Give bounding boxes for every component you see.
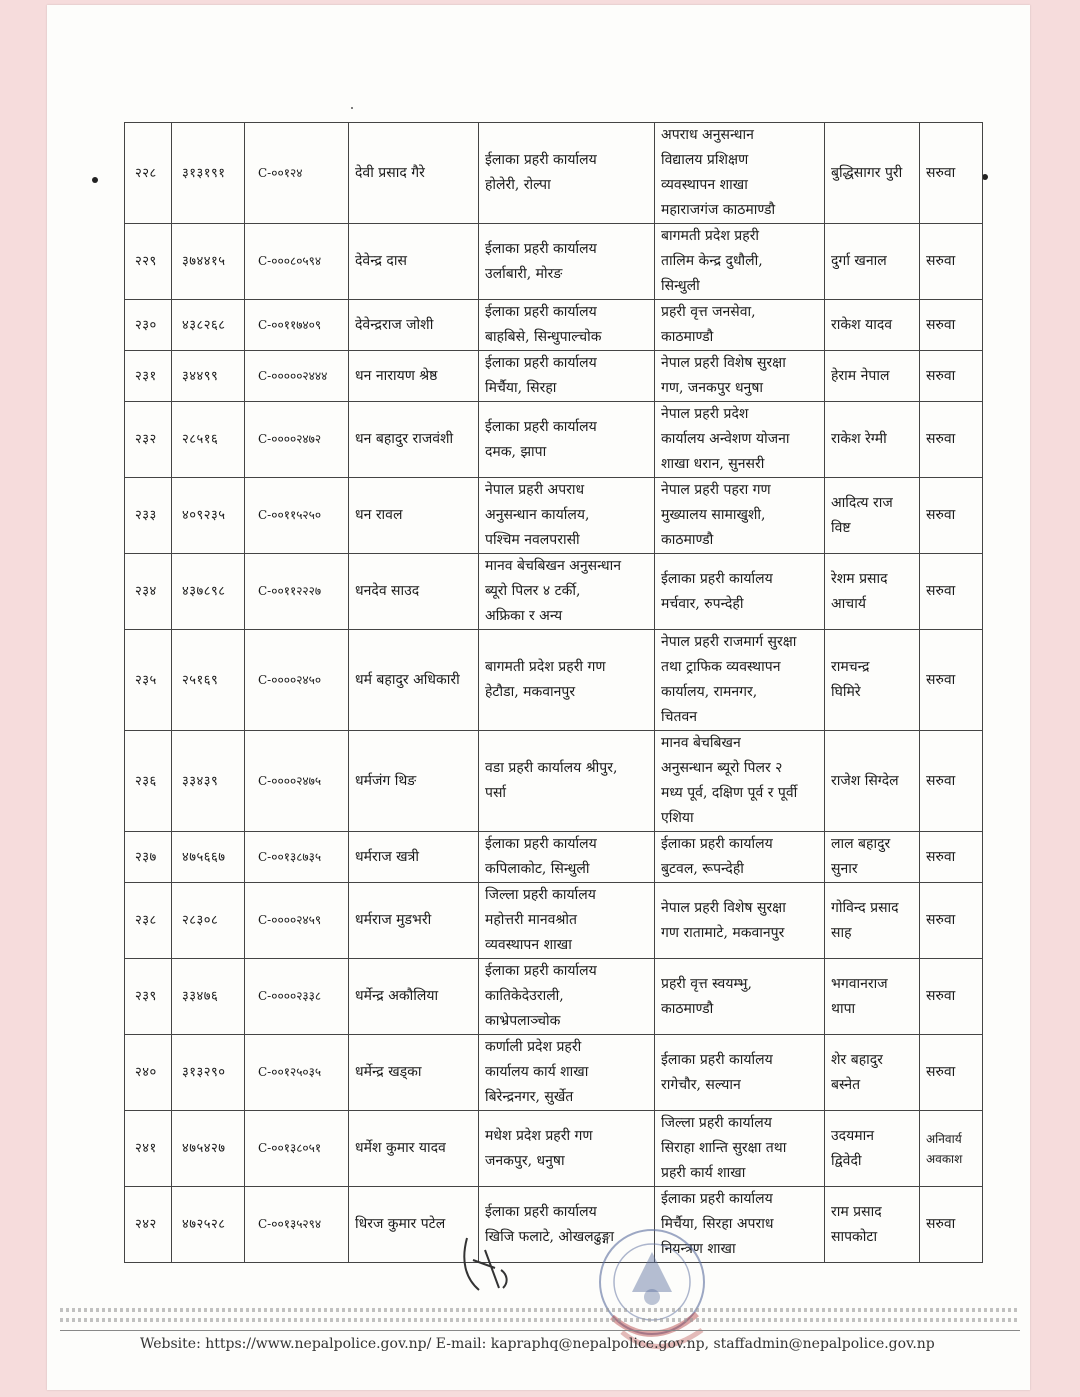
signature-mark	[455, 1230, 525, 1300]
code-number-cell: C-००१३८०५१	[245, 1111, 349, 1187]
new-office-cell	[655, 351, 825, 402]
new-office-line: प्रहरी कार्य शाखा	[661, 1165, 746, 1181]
new-office-line: सिराहा शान्ति सुरक्षा तथा	[661, 1140, 787, 1156]
current-office-cell	[479, 123, 655, 224]
new-office-line: शाखा धरान, सुनसरी	[661, 456, 765, 472]
current-office-line: ईलाका प्रहरी कार्यालय	[485, 304, 597, 320]
new-office-line: प्रहरी वृत्त जनसेवा,	[661, 304, 756, 320]
status-cell: सरुवा	[920, 1035, 983, 1111]
new-office-cell	[655, 731, 825, 832]
current-office-line: वडा प्रहरी कार्यालय श्रीपुर,	[485, 760, 618, 776]
new-office-cell	[655, 224, 825, 300]
officer-line: घिमिरे	[831, 684, 861, 700]
code-number-cell: C-००००२४५०	[245, 630, 349, 731]
code-number-cell: C-००११२२२७	[245, 554, 349, 630]
officer-line: विष्ट	[831, 519, 851, 536]
current-office-cell	[479, 630, 655, 731]
officer-line: थापा	[831, 1000, 856, 1017]
officer-cell	[825, 1035, 920, 1111]
new-office-line: तालिम केन्द्र दुधौली,	[661, 253, 763, 269]
officer-cell	[825, 959, 920, 1035]
current-office-line: पर्सा	[485, 785, 507, 801]
current-office-cell	[479, 351, 655, 402]
code-number-cell: C-००११५२५०	[245, 478, 349, 554]
new-office-line: प्रहरी वृत्त स्वयम्भु,	[661, 975, 752, 992]
new-office-cell	[655, 1035, 825, 1111]
new-office-cell	[655, 402, 825, 478]
current-office-line: ईलाका प्रहरी कार्यालय	[485, 836, 597, 852]
new-office-line: महाराजगंज काठमाण्डौ	[661, 202, 776, 218]
new-office-line: बागमती प्रदेश प्रहरी	[661, 228, 760, 244]
current-office-line: ईलाका प्रहरी कार्यालय	[485, 418, 597, 435]
new-office-cell	[655, 123, 825, 224]
code-number-cell: C-००००२४७२	[245, 402, 349, 478]
footer-rule	[60, 1330, 1020, 1331]
employee-id-cell: ३४४९९	[172, 351, 245, 402]
current-office-line: जिल्ला प्रहरी कार्यालय	[485, 887, 596, 903]
officer-line: भगवानराज	[831, 975, 888, 992]
officer-line: राकेश यादव	[831, 316, 893, 333]
officer-cell	[825, 731, 920, 832]
current-office-line: ईलाका प्रहरी कार्यालय	[485, 152, 597, 168]
current-office-line: कार्यालय कार्य शाखा	[485, 1064, 589, 1080]
new-office-cell	[655, 883, 825, 959]
code-number-cell: C-००११७४०९	[245, 300, 349, 351]
current-office-line: ईलाका प्रहरी कार्यालय	[485, 1203, 597, 1220]
officer-cell	[825, 402, 920, 478]
new-office-line: चितवन	[661, 709, 698, 725]
employee-name-cell: धर्मेन्द्र खड्का	[349, 1035, 479, 1111]
employee-id-cell: ४७५४२७	[172, 1111, 245, 1187]
officer-line: सापकोटा	[831, 1228, 878, 1245]
serial-number-cell: २३०	[125, 300, 172, 351]
new-office-line: मानव बेचबिखन	[661, 735, 741, 751]
table-row	[125, 554, 983, 630]
table-row	[125, 300, 983, 351]
serial-number-cell: २३४	[125, 554, 172, 630]
new-office-cell	[655, 959, 825, 1035]
transfer-table	[124, 122, 983, 1263]
new-office-line: गण राताम‍ाटे, मकवानपुर	[661, 924, 785, 941]
serial-number-cell: २३९	[125, 959, 172, 1035]
serial-number-cell: २३१	[125, 351, 172, 402]
footer-rule	[60, 1318, 1020, 1322]
code-number-cell: C-०००८०५९४	[245, 224, 349, 300]
new-office-line: एशिया	[661, 810, 694, 826]
status-cell: सरुवा	[920, 300, 983, 351]
serial-number-cell: २३७	[125, 832, 172, 883]
officer-line: राकेश रेग्मी	[831, 431, 887, 447]
current-office-line: दमक, झापा	[485, 443, 547, 460]
code-number-cell: C-०००००२४४४	[245, 351, 349, 402]
officer-cell	[825, 224, 920, 300]
status-cell: सरुवा	[920, 959, 983, 1035]
punch-hole-mark	[92, 177, 98, 183]
current-office-cell	[479, 883, 655, 959]
serial-number-cell: २४१	[125, 1111, 172, 1187]
employee-name-cell: धन नारायण श्रेष्ठ	[349, 351, 479, 402]
current-office-line: नेपाल प्रहरी अपराध	[485, 482, 585, 498]
new-office-line: मध्य पूर्व, दक्षिण पूर्व र पूर्वी	[661, 785, 798, 801]
current-office-cell	[479, 1111, 655, 1187]
employee-id-cell: ३१३२९०	[172, 1035, 245, 1111]
table-row	[125, 224, 983, 300]
new-office-line: ईलाका प्रहरी कार्यालय	[661, 836, 773, 852]
employee-name-cell: धर्मजंग थिङ	[349, 731, 479, 832]
current-office-line: खिजि फलाटे, ओखलढुङ्गा	[485, 1228, 615, 1245]
new-office-line: अपराध अनुसन्धान	[661, 127, 754, 143]
current-office-line: मिर्चैया, सिरहा	[485, 380, 557, 396]
employee-id-cell: ३३४३९	[172, 731, 245, 832]
officer-line: आदित्य राज	[831, 494, 893, 511]
current-office-line: काभ्रेपलाञ्चोक	[485, 1013, 561, 1029]
table-row	[125, 959, 983, 1035]
new-office-cell	[655, 832, 825, 883]
current-office-line: उर्लाबारी, मोरङ	[485, 265, 563, 282]
current-office-line: ईलाका प्रहरी कार्यालय	[485, 355, 597, 371]
speck	[351, 107, 353, 109]
employee-name-cell: धिरज कुमार पटेल	[349, 1187, 479, 1263]
current-office-line: महोत्तरी मानवश्रोत	[485, 912, 577, 928]
new-office-line: अनुसन्धान ब्यूरो पिलर २	[661, 760, 783, 776]
employee-name-cell: धर्म बहादुर अधिकारी	[349, 630, 479, 731]
serial-number-cell: २३३	[125, 478, 172, 554]
current-office-cell	[479, 300, 655, 351]
officer-line: गोविन्द प्रसाद	[831, 899, 899, 916]
new-office-line: तथा ट्राफिक व्यवस्थापन	[661, 659, 781, 675]
current-office-line: बागमती प्रदेश प्रहरी गण	[485, 659, 606, 675]
officer-cell	[825, 630, 920, 731]
new-office-line: कार्यालय अन्वेशण योजना	[661, 431, 790, 447]
new-office-cell	[655, 630, 825, 731]
current-office-line: ईलाका प्रहरी कार्यालय	[485, 963, 597, 979]
employee-id-cell: ३३४७६	[172, 959, 245, 1035]
current-office-line: ईलाका प्रहरी कार्यालय	[485, 240, 597, 257]
new-office-line: ईलाका प्रहरी कार्यालय	[661, 1191, 773, 1207]
table-row	[125, 883, 983, 959]
code-number-cell: C-००१२५०३५	[245, 1035, 349, 1111]
new-office-cell	[655, 478, 825, 554]
employee-name-cell: धन बहादुर राजवंशी	[349, 402, 479, 478]
new-office-cell	[655, 554, 825, 630]
current-office-line: मानव बेचबिखन अनुसन्धान	[485, 558, 621, 574]
new-office-line: ईलाका प्रहरी कार्यालय	[661, 570, 773, 587]
code-number-cell: C-००००२४७५	[245, 731, 349, 832]
officer-line: राम प्रसाद	[831, 1203, 882, 1220]
table-row	[125, 731, 983, 832]
serial-number-cell: २३२	[125, 402, 172, 478]
serial-number-cell: २२९	[125, 224, 172, 300]
current-office-cell	[479, 478, 655, 554]
status-cell: सरुवा	[920, 731, 983, 832]
status-cell: सरुवा	[920, 402, 983, 478]
officer-cell	[825, 478, 920, 554]
current-office-cell	[479, 731, 655, 832]
employee-name-cell: धनदेव साउद	[349, 554, 479, 630]
status-cell: सरुवा	[920, 883, 983, 959]
employee-id-cell: ३७४४१५	[172, 224, 245, 300]
new-office-line: जिल्ला प्रहरी कार्यालय	[661, 1115, 772, 1131]
status-cell: सरुवा	[920, 554, 983, 630]
new-office-line: नियन्त्रण शाखा	[661, 1241, 736, 1257]
new-office-line: नेपाल प्रहरी विशेष सुरक्षा	[661, 899, 786, 916]
code-number-cell: C-००१३८७३५	[245, 832, 349, 883]
officer-cell	[825, 351, 920, 402]
current-office-line: कपिलाकोट, सिन्धुली	[485, 861, 590, 877]
current-office-cell	[479, 832, 655, 883]
officer-line: आचार्य	[831, 595, 866, 612]
new-office-cell	[655, 300, 825, 351]
employee-id-cell: ४७५६६७	[172, 832, 245, 883]
employee-id-cell: ४३८२६८	[172, 300, 245, 351]
officer-line: बुद्धिसागर पुरी	[831, 164, 903, 181]
officer-cell	[825, 554, 920, 630]
current-office-cell	[479, 959, 655, 1035]
employee-id-cell: २५१६९	[172, 630, 245, 731]
new-office-line: व्यवस्थापन शाखा	[661, 177, 748, 193]
employee-name-cell: देवेन्द्रराज जोशी	[349, 300, 479, 351]
new-office-line: नेपाल प्रहरी राजमार्ग सुरक्षा	[661, 634, 797, 650]
new-office-line: गण, जनकपुर धनुषा	[661, 380, 764, 396]
table-row	[125, 351, 983, 402]
new-office-line: विद्यालय प्रशिक्षण	[661, 152, 749, 168]
table-row	[125, 630, 983, 731]
status-cell: सरुवा	[920, 630, 983, 731]
employee-name-cell: देवेन्द्र दास	[349, 224, 479, 300]
current-office-line: कर्णाली प्रदेश प्रहरी	[485, 1039, 582, 1055]
officer-line: द्विवेदी	[831, 1152, 862, 1169]
current-office-cell	[479, 554, 655, 630]
table-row	[125, 832, 983, 883]
new-office-line: सिन्धुली	[661, 278, 700, 294]
officer-line: बस्नेत	[831, 1076, 861, 1093]
new-office-line: काठमाण्डौ	[661, 532, 714, 548]
current-office-line: अनुसन्धान कार्यालय,	[485, 507, 590, 523]
status-cell: सरुवा	[920, 478, 983, 554]
officer-cell	[825, 1111, 920, 1187]
officer-line: साह	[831, 924, 852, 941]
officer-line: सुनार	[831, 861, 858, 877]
employee-id-cell: ४०९२३५	[172, 478, 245, 554]
new-office-line: नेपाल प्रहरी पहरा गण	[661, 482, 771, 498]
status-cell: सरुवा	[920, 1187, 983, 1263]
new-office-cell	[655, 1111, 825, 1187]
employee-id-cell: २८५१६	[172, 402, 245, 478]
current-office-line: व्यवस्थापन शाखा	[485, 937, 572, 953]
serial-number-cell: २४०	[125, 1035, 172, 1111]
officer-cell	[825, 123, 920, 224]
status-cell: सरुवा	[920, 123, 983, 224]
current-office-line: हेटौडा, मकवानपुर	[485, 684, 576, 700]
employee-name-cell: धन रावल	[349, 478, 479, 554]
table-row	[125, 402, 983, 478]
current-office-cell	[479, 1035, 655, 1111]
officer-line: दुर्गा खनाल	[831, 253, 887, 269]
employee-name-cell: धर्मेश कुमार यादव	[349, 1111, 479, 1187]
serial-number-cell: २३८	[125, 883, 172, 959]
current-office-cell	[479, 224, 655, 300]
current-office-line: मधेश प्रदेश प्रहरी गण	[485, 1127, 593, 1144]
officer-line: हेराम नेपाल	[831, 367, 890, 384]
new-office-line: मुख्यालय सामाखुशी,	[661, 507, 766, 523]
employee-name-cell: धर्मराज मुडभरी	[349, 883, 479, 959]
officer-line: शेर बहादुर	[831, 1051, 883, 1068]
officer-line: उदयमान	[831, 1127, 874, 1144]
employee-id-cell: ४७२५२८	[172, 1187, 245, 1263]
new-office-line: मर्चवार, रुपन्देही	[661, 595, 744, 612]
officer-line: राजेश सिग्देल	[831, 772, 899, 789]
table-row	[125, 1035, 983, 1111]
table-row	[125, 478, 983, 554]
serial-number-cell: २३६	[125, 731, 172, 832]
current-office-line: जनकपुर, धनुषा	[485, 1152, 565, 1169]
current-office-line: होलेरी, रोल्पा	[485, 177, 551, 193]
employee-name-cell: धर्मेन्द्र अकौलिया	[349, 959, 479, 1035]
new-office-line: कार्यालय, रामनगर,	[661, 684, 758, 700]
new-office-line: बुटवल, रूपन्देही	[661, 861, 744, 877]
officer-cell	[825, 1187, 920, 1263]
code-number-cell: C-००१३५२९४	[245, 1187, 349, 1263]
current-office-line: ब्यूरो पिलर ४ टर्की,	[485, 583, 581, 599]
officer-cell	[825, 832, 920, 883]
new-office-line: काठमाण्डौ	[661, 1000, 714, 1017]
serial-number-cell: २३५	[125, 630, 172, 731]
officer-line: रेशम प्रसाद	[831, 570, 888, 587]
code-number-cell: C-००१२४	[245, 123, 349, 224]
table-row	[125, 1111, 983, 1187]
new-office-line: रागेचौर, सल्यान	[661, 1076, 741, 1093]
current-office-cell	[479, 402, 655, 478]
code-number-cell: C-००००२४५९	[245, 883, 349, 959]
new-office-line: मिर्चैया, सिरहा अपराध	[661, 1216, 774, 1232]
officer-cell	[825, 300, 920, 351]
code-number-cell: C-००००२३३८	[245, 959, 349, 1035]
table-row	[125, 123, 983, 224]
officer-cell	[825, 883, 920, 959]
current-office-line: कातिकेदेउराली,	[485, 988, 564, 1004]
employee-id-cell: २८३०८	[172, 883, 245, 959]
status-cell: सरुवा	[920, 351, 983, 402]
employee-name-cell: धर्मराज खत्री	[349, 832, 479, 883]
status-cell: अनिवार्य अवकाश	[920, 1111, 983, 1187]
new-office-line: काठमाण्डौ	[661, 329, 714, 345]
status-cell: सरुवा	[920, 224, 983, 300]
new-office-line: नेपाल प्रहरी विशेष सुरक्षा	[661, 355, 786, 371]
officer-line: रामचन्द्र	[831, 659, 870, 675]
employee-name-cell: देवी प्रसाद गैरे	[349, 123, 479, 224]
officer-line: लाल बहादुर	[831, 836, 891, 852]
serial-number-cell: २२८	[125, 123, 172, 224]
current-office-line: बाहबिसे, सिन्धुपाल्चोक	[485, 329, 602, 345]
employee-id-cell: ४३७८९८	[172, 554, 245, 630]
current-office-line: अफ्रिका र अन्य	[485, 608, 563, 624]
table-row	[125, 1187, 983, 1263]
new-office-line: नेपाल प्रहरी प्रदेश	[661, 406, 749, 422]
current-office-line: पश्चिम नवलपरासी	[485, 532, 580, 548]
footer-rule	[60, 1308, 1020, 1312]
current-office-line: बिरेन्द्रनगर, सुर्खेत	[485, 1089, 574, 1105]
footer-contact: Website: https://www.nepalpolice.gov.np/ E-mail: kapraphq@nepalpolice.gov.np, staffadmin@nepalpolice.gov.np	[140, 1336, 935, 1352]
new-office-line: ईलाका प्रहरी कार्यालय	[661, 1051, 773, 1068]
serial-number-cell: २४२	[125, 1187, 172, 1263]
employee-id-cell: ३१३१९१	[172, 123, 245, 224]
status-cell: सरुवा	[920, 832, 983, 883]
